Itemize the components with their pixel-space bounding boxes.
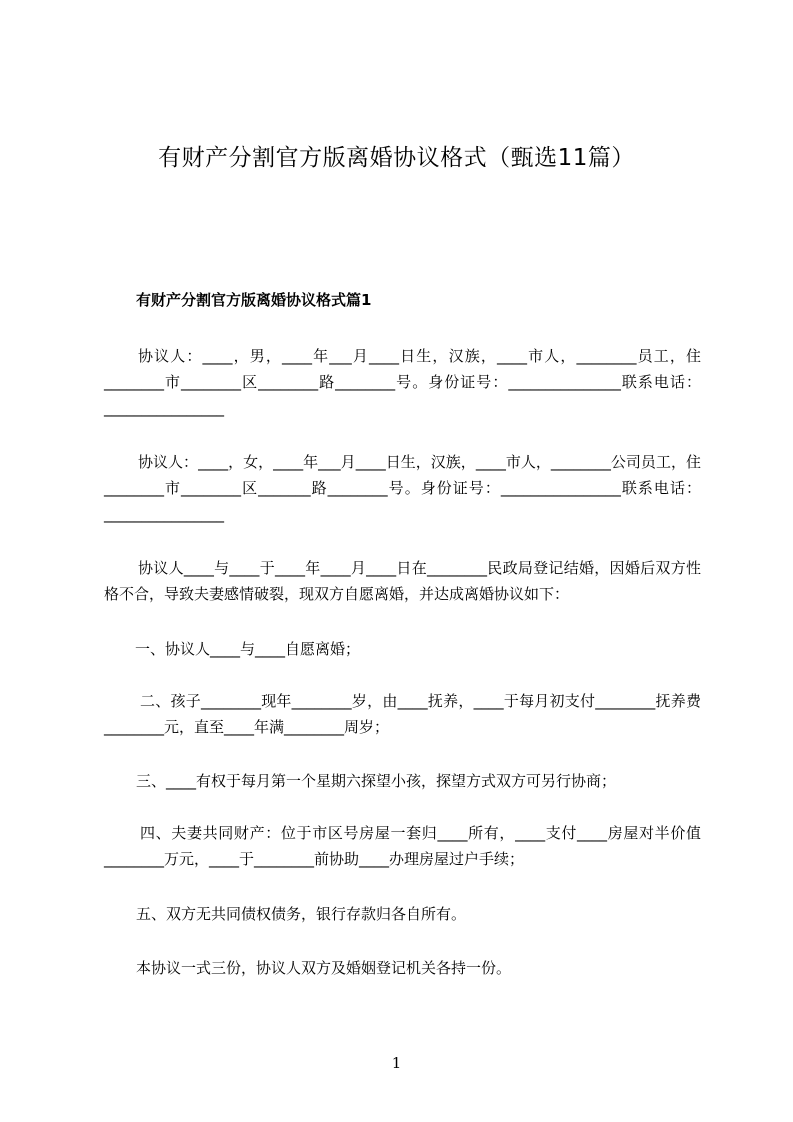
clause-2-paragraph: 二、孩子________现年________岁，由____抚养，____于每月初支付________抚养费________元，直至____年满________周岁； — [104, 692, 701, 736]
party-male-paragraph: 协议人：____，男，____年___月____日生，汉族，____市人，________员工，住________市________区________路________号。身份证号：_______________联系电话：________________ — [104, 347, 701, 417]
party-female-paragraph: 协议人：____，女，____年___月____日生，汉族，____市人，________公司员工，住________市________区_______路________号。身份证号：________________联系电话：________________ — [104, 453, 701, 523]
clause-4-paragraph: 四、夫妻共同财产：位于市区号房屋一套归____所有，____支付____房屋对半价值________万元，____于________前协助____办理房屋过户手续； — [104, 824, 701, 868]
section-heading: 有财产分割官方版离婚协议格式篇1 — [136, 291, 372, 309]
copies-paragraph: 本协议一式三份，协议人双方及婚姻登记机关各持一份。 — [136, 959, 512, 977]
clause-3-paragraph: 三、____有权于每月第一个星期六探望小孩，探望方式双方可另行协商； — [136, 772, 617, 790]
marriage-background-paragraph: 协议人____与____于____年____月____日在________民政局登记结婚，因婚后双方性格不合，导致夫妻感情破裂，现双方自愿离婚，并达成离婚协议如下： — [104, 559, 701, 603]
clause-1-paragraph: 一、协议人____与____自愿离婚； — [135, 640, 361, 658]
page-number: 1 — [391, 1054, 402, 1072]
document-title: 有财产分割官方版离婚协议格式（甄选11篇） — [158, 145, 635, 171]
clause-5-paragraph: 五、双方无共同债权债务，银行存款归各自所有。 — [136, 905, 467, 923]
